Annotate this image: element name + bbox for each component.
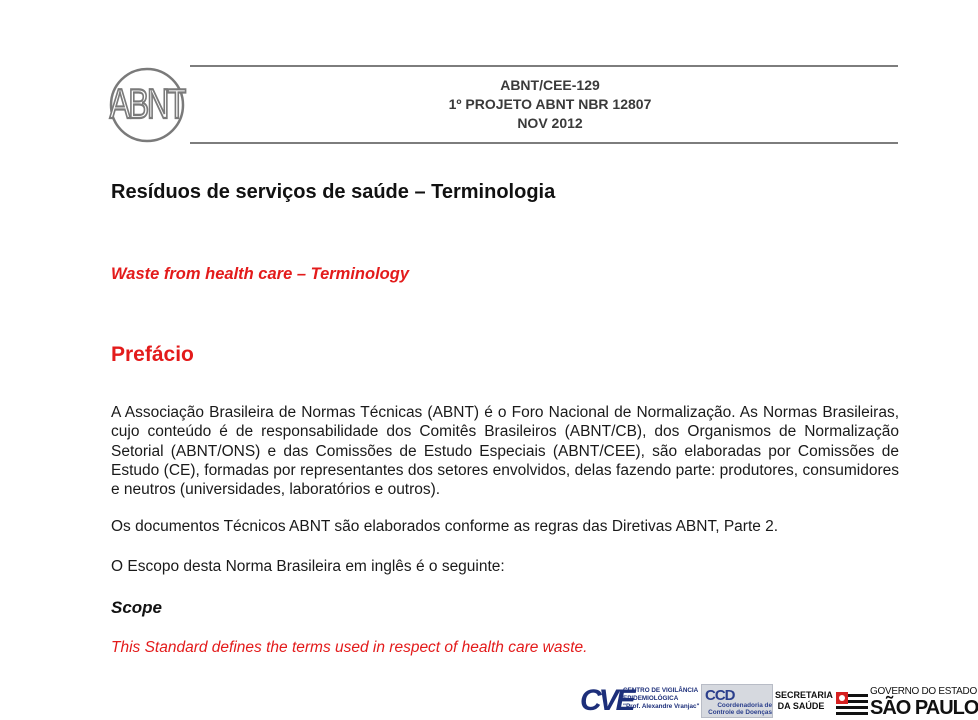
- secretaria-line: DA SAÚDE: [777, 701, 825, 711]
- ccd-logo: [701, 684, 773, 718]
- secretaria-line: SECRETARIA: [775, 690, 833, 700]
- sao-paulo-label: SÃO PAULO: [870, 697, 978, 719]
- document-title-english: Waste from health care – Terminology: [111, 265, 409, 283]
- cve-caption-line: EPIDEMIOLÓGICA: [623, 695, 679, 702]
- header-top-rule: [190, 65, 898, 67]
- cve-letters: CVE: [580, 684, 633, 717]
- header-bottom-rule: [190, 142, 898, 144]
- ccd-mark: CCD: [705, 687, 735, 704]
- ccd-caption-line: Controle de Doenças: [708, 709, 772, 716]
- secretaria-label: [775, 690, 833, 712]
- scope-text: This Standard defines the terms used in respect of health care waste.: [111, 639, 588, 656]
- project-number: 1º PROJETO ABNT NBR 12807: [448, 96, 652, 112]
- abnt-logo: [108, 66, 186, 144]
- cve-caption-line: "Prof. Alexandre Vranjac": [623, 703, 700, 710]
- governo-sao-paulo-logo: [836, 684, 978, 720]
- ccd-caption-line: Coordenadoria de: [717, 702, 772, 709]
- sao-paulo-flag-icon: [836, 692, 868, 718]
- project-date: NOV 2012: [517, 115, 583, 131]
- preface-paragraph: A Associação Brasileira de Normas Técnicas (ABNT) é o Foro Nacional de Normalização. As Normas Brasileiras, cujo conteúdo é de responsabilidade dos Comitês Brasileiros (ABNT/CB), dos Organismos de Normalização Setorial (ABNT/ONS) e das Comissões de Estudo Especiais (ABNT/CEE), são elaboradas por Comissões de Estudo (CE), formadas por representantes dos setores envolvidos, delas fazendo parte: produtores, consumidores e neutros (universidades, laboratórios e outros).: [111, 404, 899, 499]
- cve-logo: [580, 684, 698, 718]
- cve-caption: [623, 687, 699, 711]
- document-title: Resíduos de serviços de saúde – Terminologia: [111, 181, 556, 203]
- scope-heading: Scope: [111, 598, 163, 617]
- preface-heading: Prefácio: [111, 343, 194, 366]
- cve-caption-line: CENTRO DE VIGILÂNCIA: [623, 687, 699, 694]
- svg-text:ABNT: ABNT: [109, 80, 185, 128]
- document-header: [420, 76, 680, 133]
- committee-code: ABNT/CEE-129: [500, 77, 600, 93]
- governo-label: GOVERNO DO ESTADO: [870, 686, 977, 697]
- directives-paragraph: Os documentos Técnicos ABNT são elaborados conforme as regras das Diretivas ABNT, Parte 2.: [111, 518, 779, 535]
- scope-intro-paragraph: O Escopo desta Norma Brasileira em inglês é o seguinte:: [111, 558, 505, 575]
- ccd-caption: [704, 702, 772, 716]
